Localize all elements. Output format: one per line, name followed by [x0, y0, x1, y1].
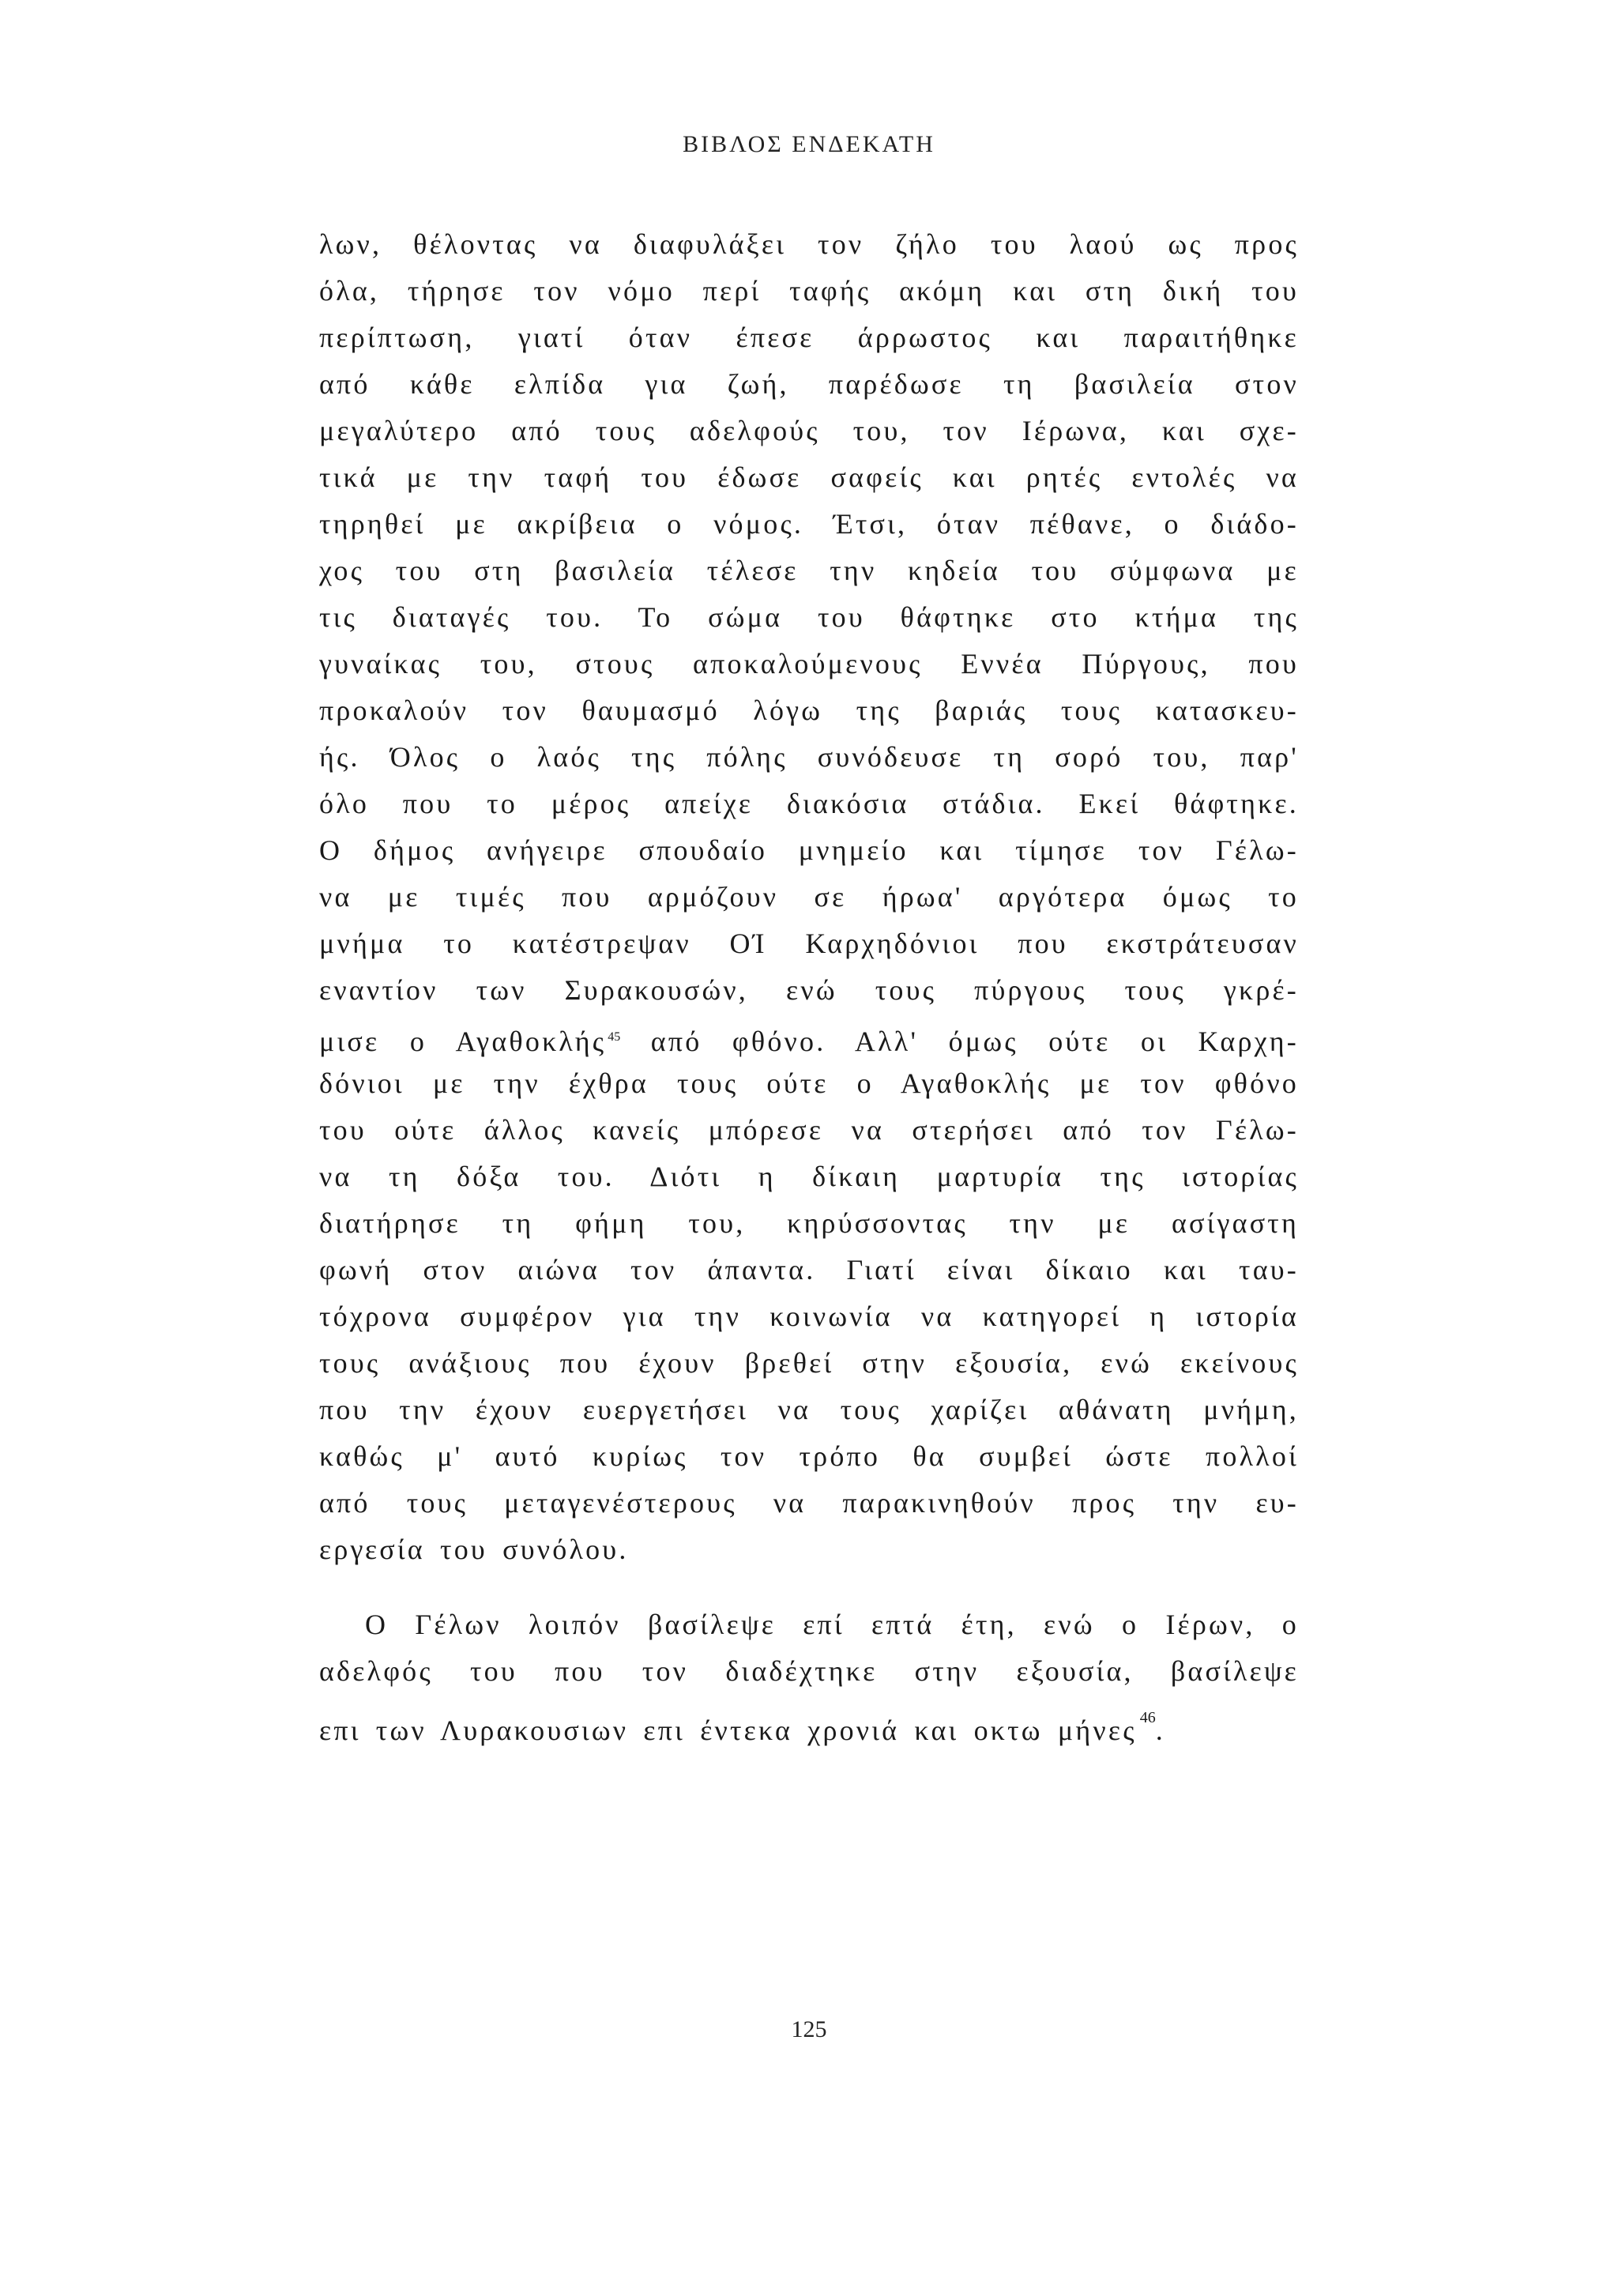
text-line: από κάθε ελπίδα για ζωή, παρέδωσε τη βασιλεία στον — [319, 368, 1299, 400]
text-line: δόνιοι με την έχθρα τους ούτε ο Αγαθοκλής με τον φθόνο — [319, 1067, 1299, 1099]
text-line: Ο Γέλων λοιπόν βασίλεψε επί επτά έτη, ενώ ο Ιέρων, ο — [365, 1609, 1299, 1640]
running-head: ΒΙΒΛΟΣ ΕΝΔΕΚΑΤΗ — [683, 131, 935, 157]
paragraph-2 — [319, 1602, 1299, 1695]
footnote-marker-46: 46 — [1139, 1709, 1156, 1726]
text-line: τις διαταγές του. Το σώμα του θάφτηκε στο κτήμα της — [319, 601, 1299, 633]
paragraph-gap — [319, 1573, 1299, 1602]
text-line: γυναίκας του, στους αποκαλούμενους Εννέα Πύργους, που — [319, 648, 1299, 679]
paragraph-1 — [319, 221, 1299, 1014]
text-line: που την έχουν ευεργετήσει να τους χαρίζει αθάνατη μνήμη, — [319, 1394, 1299, 1425]
paragraph-end-line: εργεσία του συνόλου. — [319, 1534, 629, 1565]
text-line: τόχρονα συμφέρον για την κοινωνία να κατηγορεί η ιστορία — [319, 1300, 1299, 1332]
text-line: ής. Όλος ο λαός της πόλης συνόδευσε τη σορό του, παρ' — [319, 741, 1299, 773]
body-text — [319, 221, 1299, 1746]
text-line: τους ανάξιους που έχουν βρεθεί στην εξουσία, ενώ εκείνους — [319, 1347, 1299, 1379]
text-line: διατήρησε τη φήμη του, κηρύσσοντας την με ασίγαστη — [319, 1207, 1299, 1239]
text-line: τικά με την ταφή του έδωσε σαφείς και ρητές εντολές να — [319, 461, 1299, 493]
text-line: να με τιμές που αρμόζουν σε ήρωα' αργότερα όμως το — [319, 881, 1299, 913]
text-line: χος του στη βασιλεία τέλεσε την κηδεία του σύμφωνα με — [319, 555, 1299, 586]
text-line: όλο που το μέρος απείχε διακόσια στάδια. Εκεί θάφτηκε. — [319, 788, 1299, 819]
text-line-with-footnote: μισε ο Αγαθοκλής $^{45}$ από φθόνο. Αλλ' όμως ούτε οι Καρχη- — [319, 1026, 1299, 1057]
text-line: προκαλούν τον θαυμασμό λόγω της βαριάς τους κατασκευ- — [319, 694, 1299, 726]
text-line: του ούτε άλλος κανείς μπόρεσε να στερήσει από τον Γέλω- — [319, 1114, 1299, 1146]
text-line: μεγαλύτερο από τους αδελφούς του, τον Ιέρωνα, και σχε- — [319, 415, 1299, 446]
final-line: επι των Λυρακουσιων επι έντεκα χρονιά και οκτω μήνες $^{46}$. — [319, 1709, 1165, 1746]
text-line: εναντίον των Συρακουσών, ενώ τους πύργους τους γκρέ- — [319, 974, 1299, 1006]
text-line: τηρηθεί με ακρίβεια ο νόμος. Έτσι, όταν πέθανε, ο διάδο- — [319, 508, 1299, 540]
text-line: μνήμα το κατέστρεψαν ΟΊ Καρχηδόνιοι που εκστράτευσαν — [319, 928, 1299, 959]
text-line: λων, θέλοντας να διαφυλάξει τον ζήλο του λαού ως προς — [319, 228, 1299, 260]
page-number: 125 — [791, 2016, 827, 2042]
text-line: από τους μεταγενέστερους να παρακινηθούν προς την ευ- — [319, 1487, 1299, 1519]
text-line: καθώς μ' αυτό κυρίως τον τρόπο θα συμβεί ώστε πολλοί — [319, 1440, 1299, 1472]
text-line: όλα, τήρησε τον νόμο περί ταφής ακόμη και στη δική του — [319, 275, 1299, 307]
text-line: αδελφός του που τον διαδέχτηκε στην εξουσία, βασίλεψε — [319, 1655, 1299, 1687]
text-line: Ο δήμος ανήγειρε σπουδαίο μνημείο και τίμησε τον Γέλω- — [319, 834, 1299, 866]
text-line: φωνή στον αιώνα τον άπαντα. Γιατί είναι δίκαιο και ταυ- — [319, 1254, 1299, 1285]
text-line: να τη δόξα του. Διότι η δίκαιη μαρτυρία της ιστορίας — [319, 1161, 1299, 1192]
footnote-marker-45: 45 — [608, 1030, 621, 1044]
paragraph-1-continued — [319, 1060, 1299, 1526]
text-line: περίπτωση, γιατί όταν έπεσε άρρωστος και παραιτήθηκε — [319, 322, 1299, 353]
